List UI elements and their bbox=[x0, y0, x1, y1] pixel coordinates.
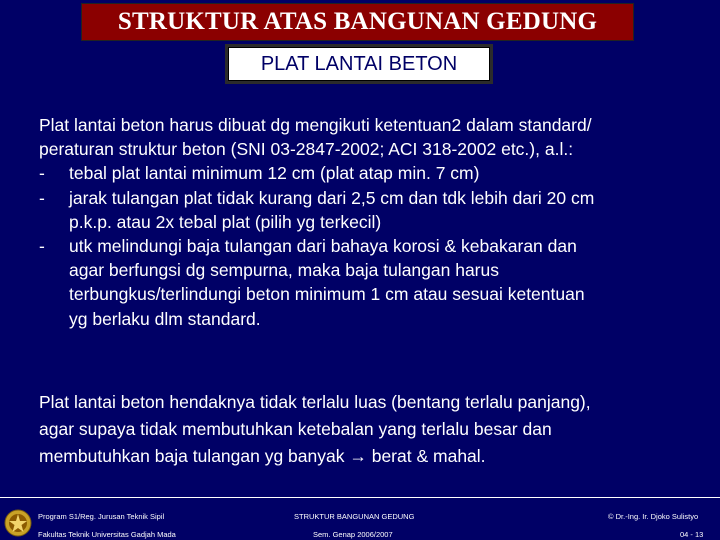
list-item-text: jarak tulangan plat tidak kurang dari 2,5 cm dan tdk lebih dari 20 cm p.k.p. atau 2x tebal plat (pilih yg terkecil) bbox=[69, 187, 595, 232]
slide-subtitle: PLAT LANTAI BETON bbox=[260, 52, 458, 75]
list-item bbox=[39, 186, 699, 234]
list-item-text: utk melindungi baja tulangan dari bahaya korosi & kebakaran dan agar berfungsi dg sempurna, maka baja tulangan harus terbungkus/terlindungi beton minimum 1 cm atau sesuai ketentuan yg berlaku dlm standard. bbox=[69, 236, 585, 329]
footer-program: Program S1/Reg. Jurusan Teknik Sipil bbox=[38, 512, 165, 521]
arrow-right-icon: → bbox=[349, 446, 367, 466]
subtitle-banner bbox=[228, 47, 490, 81]
list-item bbox=[39, 161, 699, 185]
intro-line-1: Plat lantai beton harus dibuat dg mengikuti ketentuan2 dalam standard/ bbox=[39, 115, 592, 135]
footer-divider bbox=[0, 497, 720, 498]
list-item-text: tebal plat lantai minimum 12 cm (plat atap min. 7 cm) bbox=[69, 163, 480, 184]
footer-faculty: Fakultas Teknik Universitas Gadjah Mada bbox=[38, 530, 176, 539]
footer-semester: Sem. Genap 2006/2007 bbox=[313, 530, 393, 539]
footer-author: © Dr.-Ing. Ir. Djoko Sulistyo bbox=[608, 512, 699, 521]
closing-paragraph bbox=[39, 389, 709, 470]
ugm-emblem-icon bbox=[3, 508, 33, 538]
slide-title: STRUKTUR ATAS BANGUNAN GEDUNG bbox=[117, 8, 598, 35]
list-item bbox=[39, 234, 699, 331]
bullet-dash: - bbox=[39, 236, 45, 257]
closing-tail: berat & mahal. bbox=[366, 446, 486, 466]
body-content bbox=[39, 113, 699, 331]
requirements-list bbox=[39, 161, 699, 330]
footer-course: STRUKTUR BANGUNAN GEDUNG bbox=[294, 512, 415, 521]
title-banner bbox=[81, 3, 634, 41]
bullet-dash: - bbox=[39, 163, 45, 184]
bullet-dash: - bbox=[39, 187, 45, 208]
footer-page-number: 04 - 13 bbox=[680, 530, 704, 539]
closing-text: Plat lantai beton hendaknya tidak terlalu luas (bentang terlalu panjang), agar supaya tidak membutuhkan ketebalan yang terlalu besar dan membutuhkan baja tulangan yg banyak bbox=[39, 392, 591, 466]
intro-line-2: peraturan struktur beton (SNI 03-2847-2002; ACI 318-2002 etc.), a.l.: bbox=[39, 139, 574, 160]
